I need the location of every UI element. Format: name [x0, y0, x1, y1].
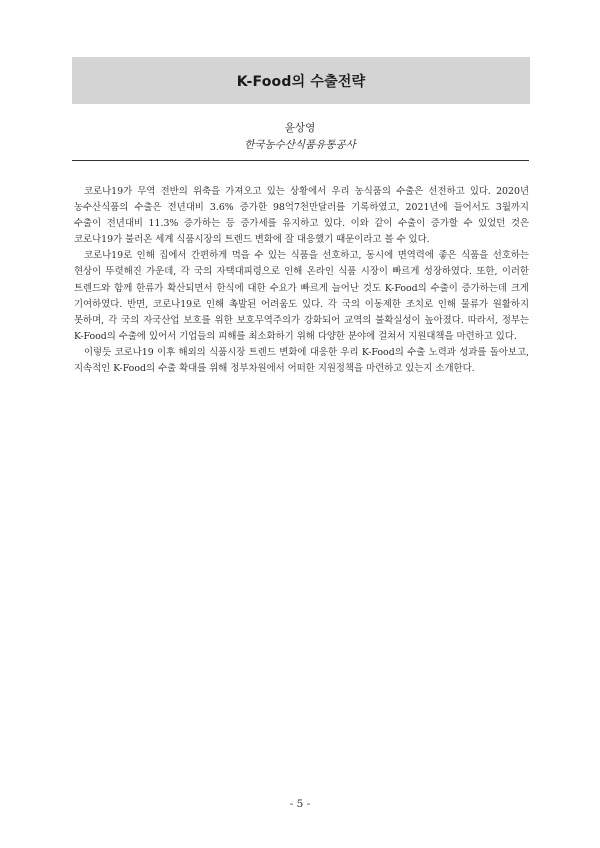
body-paragraph: 코로나19가 무역 전반의 위축을 가져오고 있는 상황에서 우리 농식품의 수출은 선전하고 있다. 2020년 농수산식품의 수출은 전년대비 3.6% 증가한 98억7천만달러를 기록하였고, 2021년에 들어서도 3월까지 수출이 전년대비 11.3% 증가하는 등 증가세를 유지하고 있다. 이와 같이 수출이 증가할 수 있었던 것은 코로나19가 불러온 세계 식품시장의 트렌드 변화에 잘 대응했기 때문이라고 볼 수 있다.	[74, 186, 529, 246]
title-banner	[72, 57, 530, 104]
header-divider	[72, 160, 529, 161]
body-text	[74, 184, 529, 377]
body-paragraph: 코로나19로 인해 집에서 간편하게 먹을 수 있는 식품을 선호하고, 동시에 면역력에 좋은 식품을 선호하는 현상이 뚜렷해진 가운데, 각 국의 자택대피령으로 인해 온라인 식품 시장이 빠르게 성장하였다. 또한, 이러한 트렌드와 함께 한류가 확산되면서 한식에 대한 수요가 빠르게 늘어난 것도 K-Food의 수출이 증가하는데 크게 기여하였다. 반면, 코로나19로 인해 촉발된 어려움도 있다. 각 국의 이동제한 조치로 인해 물류가 원활하지 못하며, 각 국의 자국산업 보호를 위한 보호무역주의가 강화되어 교역의 불확실성이 높아졌다. 따라서, 정부는 K-Food의 수출에 있어서 기업들의 피해를 최소화하기 위해 다양한 분야에 걸쳐서 지원대책을 마련하고 있다.	[74, 250, 529, 342]
author-name: 윤상영	[284, 122, 316, 134]
author-affiliation: 한국농수산식품유통공사	[244, 139, 356, 151]
body-paragraph: 이렇듯 코로나19 이후 해외의 식품시장 트렌드 변화에 대응한 우리 K-Food의 수출 노력과 성과를 돌아보고, 지속적인 K-Food의 수출 확대를 위해 정부차원에서 어떠한 지원정책을 마련하고 있는지 소개한다.	[74, 346, 529, 375]
page-number: - 5 -	[289, 798, 311, 810]
page-title: K-Food의 수출전략	[236, 73, 366, 90]
